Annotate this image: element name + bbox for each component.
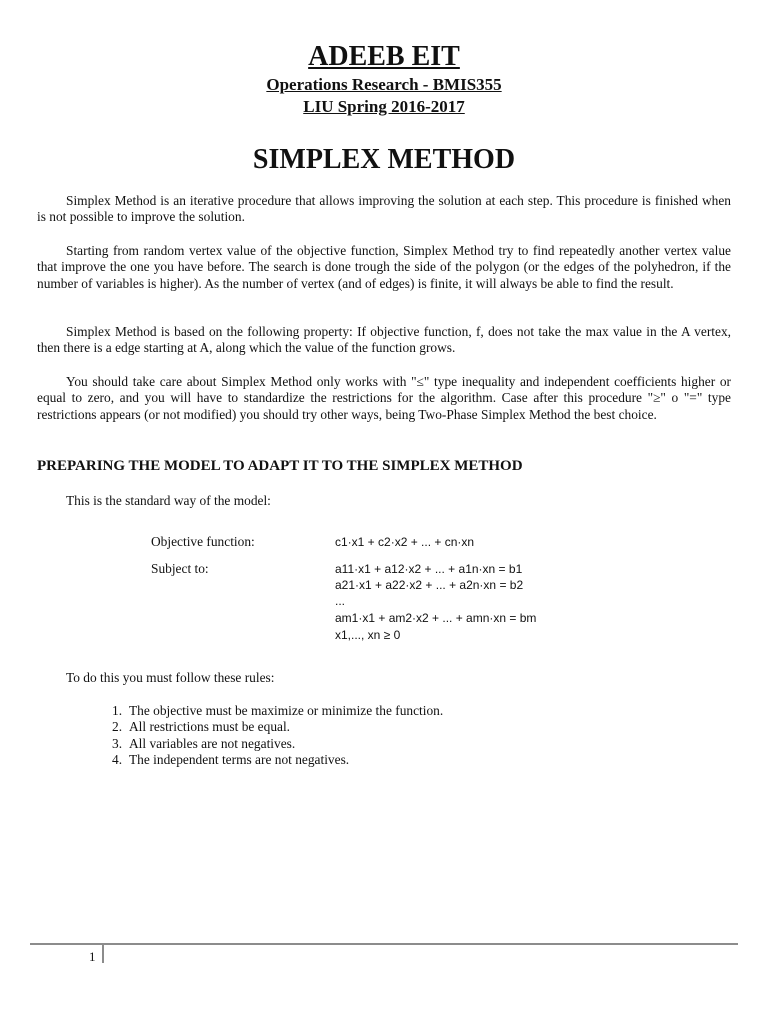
list-item: 1. The objective must be maximize or minimize the function. — [112, 703, 444, 718]
constraint-ellipsis: ... — [335, 594, 346, 608]
paragraph-2: Starting from random vertex value of the objective function, Simplex Method try to find repeatedly another vertex value that improve the one you have before. The search is done trough the side of the polygon (or the edges of the polyhedron, if the number of variables is higher). As the number of vertex (and of edges) is finite, it will always be able to find the result. — [37, 243, 731, 291]
page-number: 1 — [89, 949, 96, 964]
rule-text: All restrictions must be equal. — [129, 719, 291, 735]
document-title: SIMPLEX METHOD — [252, 144, 516, 175]
footer-tick — [102, 945, 104, 963]
paragraph-1: Simplex Method is an iterative procedure that allows improving the solution at each step. This procedure is finished when is not possible to improve the solution. — [37, 193, 731, 225]
author-name: ADEEB EIT — [308, 41, 460, 72]
objective-equation: c1·x1 + c2·x2 + ... + cn·xn — [335, 535, 475, 549]
rules-intro: To do this you must follow these rules: — [66, 670, 275, 685]
constraint-1: a11·x1 + a12·x2 + ... + a1n·xn = b1 — [335, 562, 523, 576]
paragraph-4: You should take care about Simplex Method only works with "≤" type inequality and independent coefficients higher or equal to zero, and you will have to standardize the restrictions for the algorithm. Case after this procedure "≥" o "=" type restrictions appears (or not modified) you should try other ways, being Two-Phase Simplex Method the best choice. — [37, 374, 731, 422]
list-item: 3. All variables are not negatives. — [112, 735, 296, 751]
course-title: Operations Research - BMIS355 — [266, 75, 502, 94]
document-header — [0, 40, 768, 118]
rule-text: The objective must be maximize or minimize the function. — [129, 703, 444, 718]
term-label: LIU Spring 2016-2017 — [303, 97, 465, 116]
section-heading: PREPARING THE MODEL TO ADAPT IT TO THE SIMPLEX METHOD — [37, 458, 523, 474]
rules-list — [112, 703, 443, 768]
subject-to-label: Subject to: — [151, 561, 209, 576]
footer-divider — [30, 943, 738, 945]
model-intro: This is the standard way of the model: — [66, 493, 271, 508]
paragraph-3: Simplex Method is based on the following property: If objective function, f, does not take the max value in the A vertex, then there is a edge starting at A, along which the value of the function grows. — [37, 324, 731, 356]
objective-label: Objective function: — [151, 534, 255, 549]
list-item: 2. All restrictions must be equal. — [112, 719, 291, 735]
rule-text: The independent terms are not negatives. — [129, 751, 350, 767]
nonnegativity-constraint: x1,..., xn ≥ 0 — [335, 628, 401, 642]
rule-text: All variables are not negatives. — [129, 735, 296, 751]
list-item: 4. The independent terms are not negatives. — [112, 751, 350, 767]
constraint-m: am1·x1 + am2·x2 + ... + amn·xn = bm — [335, 611, 537, 625]
constraint-2: a21·x1 + a22·x2 + ... + a2n·xn = b2 — [335, 578, 524, 592]
